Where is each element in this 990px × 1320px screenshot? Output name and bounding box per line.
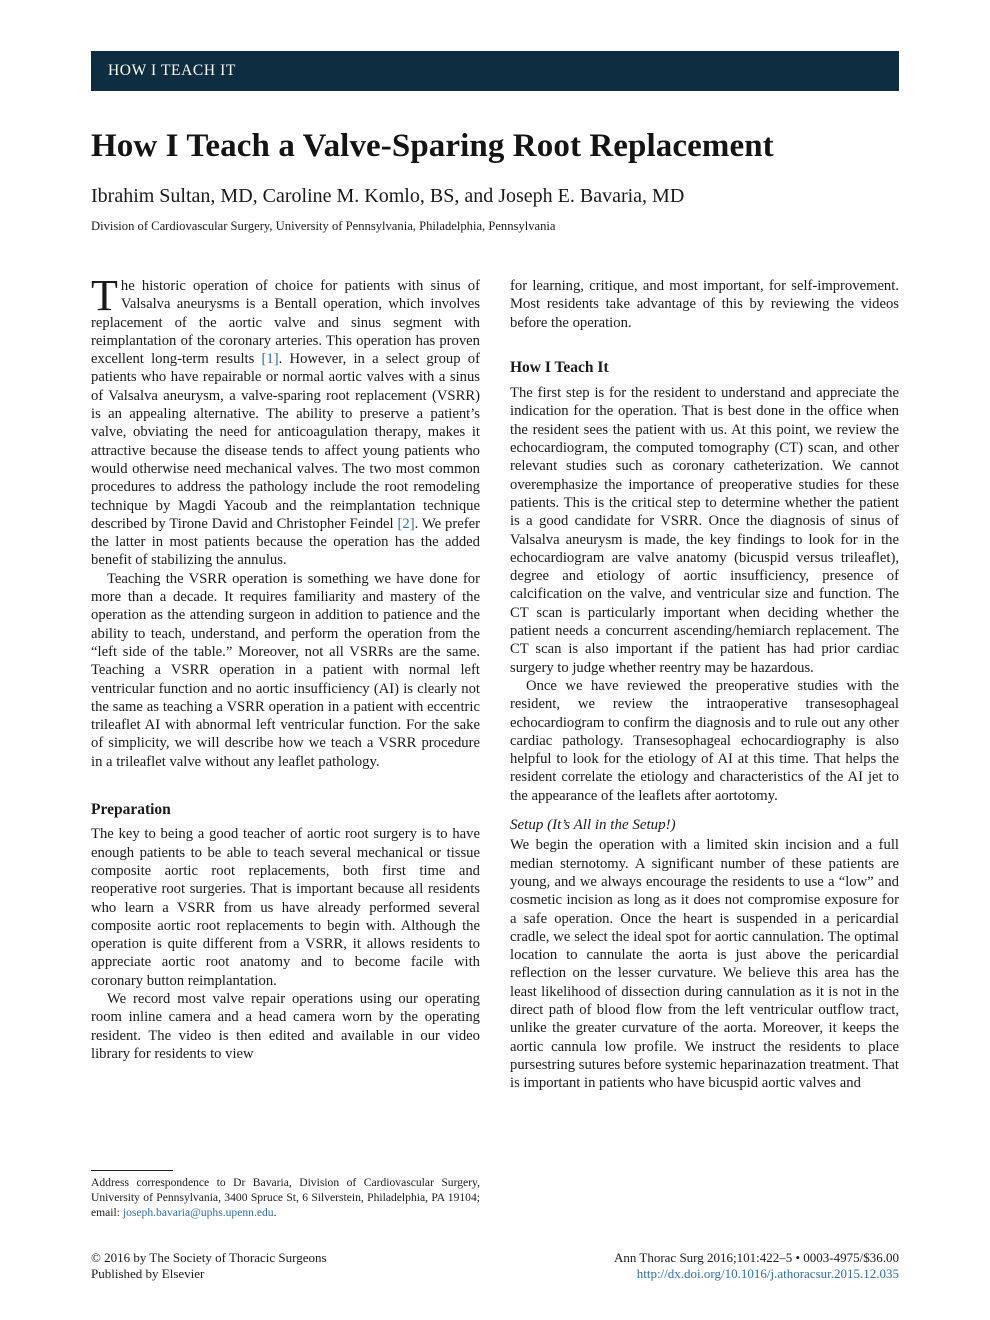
citation-link-2[interactable]: [2] [397,515,415,532]
body-paragraph: The first step is for the resident to understand and appreciate the indication for the operation. That is best done in the office when the resident sees the patient with us. At this point, we review the echocardiogram, the computed tomography (CT) scan, and other relevant studies such as coronary catheterization. We cannot overemphasize the importance of preoperative studies for these patients. This is the critical step to determine whether the patient is a good candidate for VSRR. Once the diagnosis of sinus of Valsalva aneurysm is made, the key findings to look for in the echocardiogram are valve anatomy (bicuspid versus trileaflet), degree and etiology of aortic insufficiency, presence of calcification on the valve, and ventricular size and function. The CT scan is particularly important when deciding whether the patient needs a concurrent ascending/hemiarch replacement. The CT scan is also important if the patient has had prior cardiac surgery to judge whether reentry may be hazardous. [510,385,899,676]
publisher-line: Published by Elsevier [91,1266,205,1281]
banner-label: HOW I TEACH IT [108,62,236,79]
subsection-heading-setup: Setup (It’s All in the Setup!) [510,817,676,834]
body-paragraph: Once we have reviewed the preoperative studies with the resident, we review the intraoperative transesophageal echocardiogram to confirm the diagnosis and to rule out any other cardiac pathology. Transesophageal echocardiography is also helpful to look for the etiology of AI at this time. That helps the resident correlate the etiology and characteristics of the AI jet to the appearance of the leaflets after aortotomy. [510,677,899,804]
email-link[interactable]: joseph.bavaria@uphs.upenn.edu [122,1206,274,1220]
copyright-line: © 2016 by The Society of Thoracic Surgeons [91,1250,327,1265]
journal-citation: Ann Thorac Surg 2016;101:422–5 • 0003-4975/$36.00 [613,1250,899,1265]
section-heading-how-i-teach-it: How I Teach It [510,358,609,376]
body-paragraph: The key to being a good teacher of aortic root surgery is to have enough patients to be able to teach several mechanical or tissue composite aortic root replacements, both first time and reoperative root surgeries. That is important because all residents who learn a VSRR from us have already performed several composite aortic root replacements to begin with. Although the operation is quite different from a VSRR, it allows residents to appreciate aortic root anatomy and to become facile with coronary button reimplantation. [91,826,480,989]
right-column [510,277,899,1092]
body-paragraph: We begin the operation with a limited skin incision and a full median sternotomy. A significant number of these patients are young, and we always encourage the residents to use a “low” and cosmetic incision as long as it does not compromise exposure for a safe operation. Once the heart is suspended in a pericardial cradle, we select the ideal spot for aortic cannulation. The optimal location to cannulate the aorta is just above the pericardial reflection on the lesser curvature. We believe this area has the least likelihood of dissection during cannulation as it is not in the direct path of blood flow from the left ventricular outflow tract, unlike the greater curvature of the aorta. Moreover, it keeps the aortic cannula low profile. We instruct the residents to place pursestring sutures before systemic heparinazation treatment. That is important in patients who have bicuspid aortic valves and [510,837,899,1092]
affiliation: Division of Cardiovascular Surgery, University of Pennsylvania, Philadelphia, Pennsylvania [91,219,556,233]
correspondence-footnote: Address correspondence to Dr Bavaria, Division of Cardiovascular Surgery, University of Pennsylvania, 3400 Spruce St, 6 Silverstein, Philadelphia, PA 19104; email: joseph.bavaria@uphs.upenn.edu. [91,1176,480,1220]
intro-paragraph: The historic operation of choice for patients with sinus of Valsalva aneurysms is a Bentall operation, which involves replacement of the aortic valve and sinus segment with reimplantation of the coronary arteries. This operation has proven excellent long-term results [1]. However, in a select group of patients who have repairable or normal aortic valves with a sinus of Valsalva aneurysm, a valve-sparing root replacement (VSRR) is an appealing alternative. The ability to preserve a patient’s valve, obviating the need for anticoagulation therapy, makes it attractive because the disease tends to affect young patients who would otherwise need mechanical valves. The two most common procedures to address the pathology include the root remodeling technique by Magdi Yacoub and the reimplantation technique described by Tirone David and Christopher Feindel [2]. We prefer the latter in most patients because the operation has the added benefit of stabilizing the annulus. [91,271,480,569]
section-banner [91,51,899,91]
body-paragraph: for learning, critique, and most important, for self-improvement. Most residents take advantage of this by reviewing the videos before the operation. [510,278,899,331]
left-column [91,271,480,1063]
footer-left [91,1250,327,1282]
drop-cap: T [91,271,118,320]
section-heading-preparation: Preparation [91,801,171,819]
citation-link-1[interactable]: [1] [261,351,279,368]
body-paragraph: Teaching the VSRR operation is something we have done for more than a decade. It requires familiarity and mastery of the operation as the attending surgeon in addition to patience and the ability to teach, understand, and perform the operation from the “left side of the table.” Moreover, not all VSRRs are the same. Teaching a VSRR operation in a patient with normal left ventricular function and no aortic insufficiency (AI) is clearly not the same as teaching a VSRR operation in a patient with eccentric trileaflet AI with abnormal left ventricular function. For the sake of simplicity, we will describe how we teach a VSRR procedure in a trileaflet valve without any leaflet pathology. [91,570,480,770]
article-title: How I Teach a Valve-Sparing Root Replacement [91,128,774,164]
footnote-divider [91,1170,173,1171]
author-list: Ibrahim Sultan, MD, Caroline M. Komlo, BS, and Joseph E. Bavaria, MD [91,185,685,207]
doi-link[interactable]: http://dx.doi.org/10.1016/j.athoracsur.2015.12.035 [636,1266,899,1281]
footer-right [614,1250,899,1282]
body-paragraph: We record most valve repair operations using our operating room inline camera and a head camera worn by the operating resident. The video is then edited and available in our video library for residents to view [91,990,480,1062]
